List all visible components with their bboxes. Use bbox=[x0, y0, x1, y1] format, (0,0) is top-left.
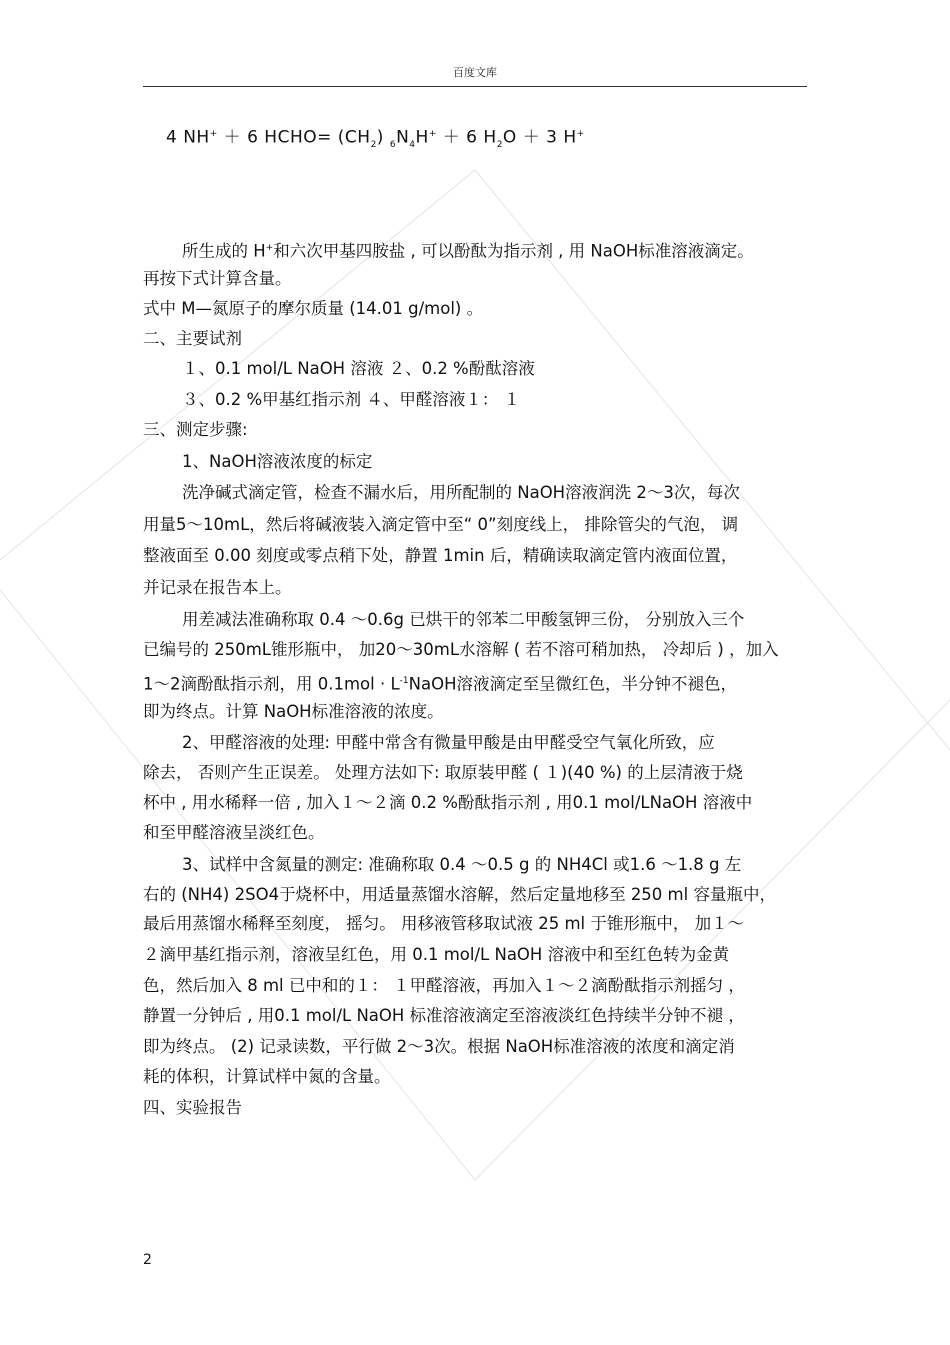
text-line: 右的 (NH4) 2SO4于烧杯中，用适量蒸馏水溶解，然后定量地移至 250 ml 容量瓶中， bbox=[143, 885, 776, 904]
header-divider bbox=[143, 86, 807, 87]
text-line: 用差减法准确称取 0.4 ～0.6g 已烘干的邻苯二甲酸氢钾三份， 分别放入三个 bbox=[182, 610, 745, 629]
text-line: 整液面至 0.00 刻度或零点稍下处，静置 1min 后，精确读取滴定管内液面位置， bbox=[143, 546, 738, 565]
text-line: 和至甲醛溶液呈淡红色。 bbox=[143, 823, 325, 842]
text-line: 所生成的 H+和六次甲基四胺盐 , 可以酚酞为指示剂 , 用 NaOH标准溶液滴定。 bbox=[182, 241, 754, 261]
text-line: 用量5～10mL，然后将碱液装入滴定管中至“ 0”刻度线上， 排除管尖的气泡， 调 bbox=[143, 515, 739, 534]
section-heading: 四、实验报告 bbox=[143, 1098, 242, 1117]
text-line: 1～2滴酚酞指示剂，用 $0.1mol \cdot L^{-1}NaOH$溶液滴定至呈微红色，半分钟不褪色， bbox=[143, 674, 738, 694]
text-line: 最后用蒸馏水稀释至刻度， 摇匀。 用移液管移取试液 25 ml 于锥形瓶中， 加１～ bbox=[143, 914, 745, 933]
text-line: 静置一分钟后 , 用0.1 mol/L NaOH 标准溶液滴定至溶液淡红色持续半分钟不褪 ， bbox=[143, 1006, 745, 1025]
reagent-list: ３、0.2 %甲基红指示剂 ４、甲醛溶液１： １ bbox=[182, 390, 521, 409]
subsection-heading: 1、NaOH溶液浓度的标定 bbox=[182, 452, 373, 471]
text-line: 除去， 否则产生正误差。 处理方法如下: 取原装甲醛 ( １)(40 %) 的上层清液于烧 bbox=[143, 763, 743, 782]
text-line: 杯中 , 用水稀释一倍 , 加入１～２滴 0.2 %酚酞指示剂 , 用0.1 mol/LNaOH 溶液中 bbox=[143, 793, 753, 812]
page-number: 2 bbox=[143, 1252, 152, 1268]
reagent-list: １、0.1 mol/L NaOH 溶液 ２、0.2 %酚酞溶液 bbox=[182, 359, 535, 378]
text-line: 3、试样中含氮量的测定: 准确称取 0.4 ～0.5 g 的 NH4Cl 或1.6 ～1.8 g 左 bbox=[182, 855, 742, 874]
text-line: 式中 M—氮原子的摩尔质量 (14.01 g/mol) 。 bbox=[143, 299, 484, 318]
text-line: 并记录在报告本上。 bbox=[143, 578, 292, 597]
text-line: 已编号的 250mL锥形瓶中， 加20～30mL水溶解 ( 若不溶可稍加热， 冷却后 ) ，加入 bbox=[143, 640, 779, 659]
text-line: ２滴甲基红指示剂，溶液呈红色，用 0.1 mol/L NaOH 溶液中和至红色转为金黄 bbox=[143, 945, 730, 964]
text-line: 再按下式计算含量。 bbox=[143, 269, 292, 288]
text-line: 洗净碱式滴定管，检查不漏水后，用所配制的 NaOH溶液润洗 2～3次，每次 bbox=[182, 483, 740, 502]
section-heading: 三、测定步骤: bbox=[143, 420, 248, 439]
chemical-equation: 4 NH+ ＋ 6 HCHO= $(CH_2) _6N_4H^+ + 6$ $H_2O + 3$ H+ bbox=[166, 127, 585, 151]
text-line: 即为终点。 (2) 记录读数，平行做 2～3次。根据 NaOH标准溶液的浓度和滴定消 bbox=[143, 1037, 735, 1056]
page-header: 百度文库 bbox=[453, 66, 497, 79]
text-line: 色，然后加入 8 ml 已中和的１： １甲醛溶液，再加入１～２滴酚酞指示剂摇匀 ， bbox=[143, 976, 745, 995]
text-line: 耗的体积，计算试样中氮的含量。 bbox=[143, 1067, 391, 1086]
text-line: 即为终点。计算 NaOH标准溶液的浓度。 bbox=[143, 702, 444, 721]
section-heading: 二、主要试剂 bbox=[143, 329, 242, 348]
text-line: 2、甲醛溶液的处理: 甲醛中常含有微量甲酸是由甲醛受空气氧化所致，应 bbox=[182, 733, 715, 752]
